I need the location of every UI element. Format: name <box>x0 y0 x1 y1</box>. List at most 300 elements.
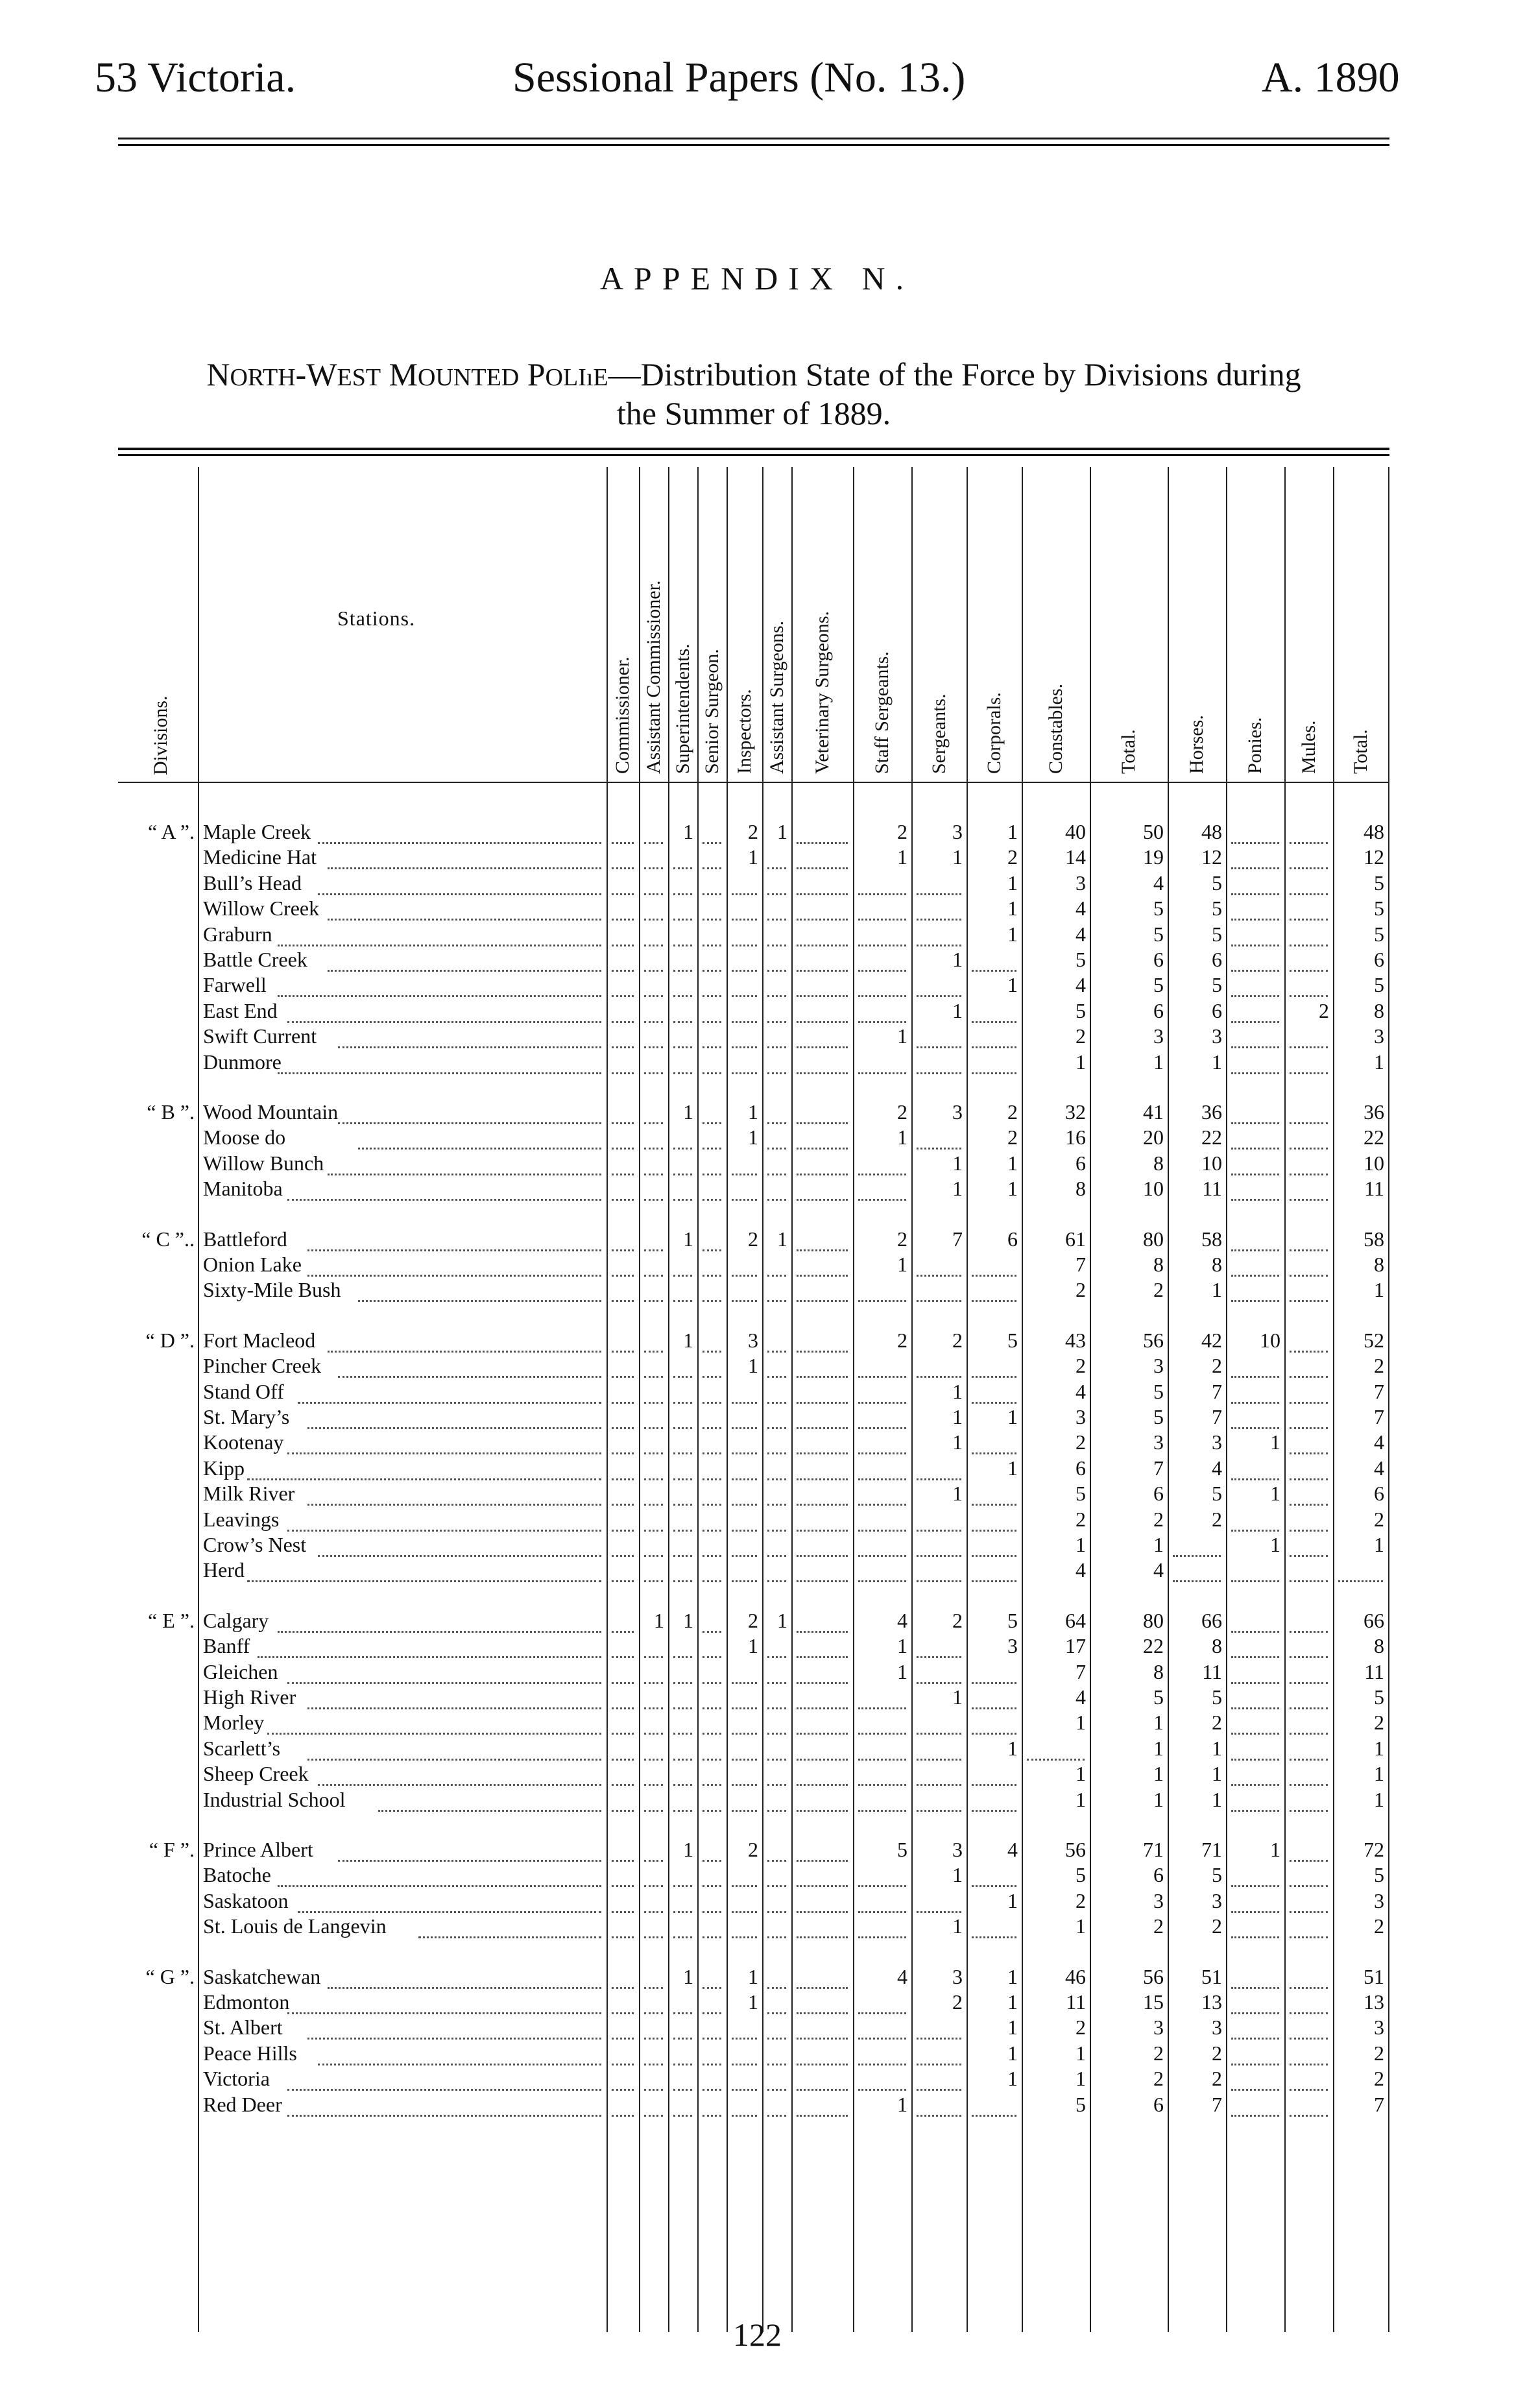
cell-empty-0 <box>612 1707 634 1709</box>
cell-empty-3 <box>703 1555 721 1557</box>
cell-empty-14 <box>1290 1174 1328 1175</box>
station-name: Willow Bunch <box>203 1151 324 1175</box>
cell-15: 5 <box>1374 871 1384 895</box>
cell-12: 5 <box>1212 1482 1222 1506</box>
cell-empty-8 <box>917 1911 961 1913</box>
cell-10: 4 <box>1075 973 1086 997</box>
cell-8: 1 <box>952 1482 963 1506</box>
cell-empty-3 <box>703 1351 721 1353</box>
cell-12: 22 <box>1201 1126 1222 1150</box>
cell-15: 5 <box>1374 922 1384 946</box>
station-name: Medicine Hat <box>203 845 317 869</box>
cell-9: 1 <box>1007 1990 1018 2014</box>
cell-empty-13 <box>1231 1784 1279 1786</box>
cell-empty-9 <box>972 1707 1016 1709</box>
cell-empty-6 <box>797 1504 848 1506</box>
cell-empty-0 <box>612 1504 634 1506</box>
cell-empty-1 <box>644 1122 663 1124</box>
cell-empty-2 <box>673 1148 692 1150</box>
cell-empty-2 <box>673 1072 692 1074</box>
cell-empty-14 <box>1290 1148 1328 1150</box>
cell-empty-3 <box>703 1199 721 1201</box>
cell-11: 6 <box>1153 1482 1164 1506</box>
station-name: Leavings <box>203 1507 280 1531</box>
cell-9: 6 <box>1007 1227 1018 1251</box>
cell-8: 1 <box>952 1685 963 1709</box>
cell-4: 1 <box>748 845 758 869</box>
cell-empty-3 <box>703 1021 721 1023</box>
cell-empty-14 <box>1290 1046 1328 1048</box>
cell-15: 1 <box>1374 1533 1384 1556</box>
cell-empty-6 <box>797 1784 848 1786</box>
column-rule <box>697 467 699 2332</box>
cell-empty-1 <box>644 1682 663 1684</box>
cell-12: 3 <box>1212 1024 1222 1048</box>
cell-empty-3 <box>703 1148 721 1150</box>
cell-empty-5 <box>767 1885 786 1887</box>
cell-12: 2 <box>1212 2067 1222 2091</box>
cell-empty-4 <box>732 1046 757 1048</box>
cell-empty-6 <box>797 1351 848 1353</box>
cell-empty-2 <box>673 1759 692 1761</box>
header-col-3-text: Senior Surgeon. <box>701 649 723 774</box>
cell-empty-14 <box>1290 919 1328 921</box>
cell-11: 1 <box>1153 1533 1164 1556</box>
cell-empty-4 <box>732 970 757 972</box>
cell-empty-0 <box>612 1759 634 1761</box>
cell-empty-6 <box>797 1810 848 1812</box>
cell-empty-5 <box>767 2089 786 2091</box>
cell-10: 4 <box>1075 922 1086 946</box>
cell-empty-6 <box>797 1555 848 1557</box>
cell-empty-1 <box>644 2089 663 2091</box>
column-rule <box>1388 467 1389 2332</box>
cell-empty-4 <box>732 2064 757 2065</box>
cell-empty-13 <box>1231 1275 1279 1277</box>
cell-empty-8 <box>917 995 961 997</box>
cell-empty-6 <box>797 995 848 997</box>
cell-10: 5 <box>1075 1482 1086 1506</box>
station-name: High River <box>203 1685 296 1709</box>
cell-empty-3 <box>703 919 721 921</box>
cell-12: 1 <box>1212 1736 1222 1760</box>
cell-13: 1 <box>1270 1838 1280 1861</box>
cell-empty-13 <box>1231 1530 1279 1532</box>
cell-15: 11 <box>1364 1659 1384 1683</box>
cell-empty-4 <box>732 1885 757 1887</box>
station-leader <box>247 1478 601 1480</box>
station-leader <box>307 1275 601 1277</box>
column-rule <box>727 467 728 2332</box>
cell-8: 2 <box>952 1328 963 1352</box>
cell-empty-7 <box>858 1199 906 1201</box>
division-label: “ D ”. <box>145 1328 195 1352</box>
cell-empty-2 <box>673 945 692 946</box>
station-leader <box>338 1046 602 1048</box>
cell-15: 22 <box>1364 1126 1384 1150</box>
cell-empty-1 <box>644 1656 663 1658</box>
cell-empty-4 <box>732 1478 757 1480</box>
cell-empty-6 <box>797 1275 848 1277</box>
header-bottom-rule <box>118 782 1389 783</box>
station-name: Banff <box>203 1634 250 1658</box>
cell-empty-9 <box>972 1300 1016 1302</box>
cell-empty-0 <box>612 1021 634 1023</box>
running-header-left: 53 Victoria. <box>95 54 296 101</box>
cell-empty-4 <box>732 1199 757 1201</box>
cell-empty-1 <box>644 1199 663 1201</box>
cell-4: 1 <box>748 1990 758 2014</box>
cell-empty-6 <box>797 1530 848 1532</box>
cell-empty-7 <box>858 2089 906 2091</box>
cell-11: 6 <box>1153 1863 1164 1887</box>
cell-10: 32 <box>1065 1100 1086 1124</box>
station-leader <box>287 1682 601 1684</box>
cell-10: 7 <box>1075 1659 1086 1683</box>
cell-10: 2 <box>1075 1507 1086 1531</box>
cell-empty-1 <box>644 2064 663 2065</box>
column-rule <box>1090 467 1091 2332</box>
cell-10: 2 <box>1075 1430 1086 1454</box>
cell-empty-13 <box>1231 1122 1279 1124</box>
cell-4: 1 <box>748 1100 758 1124</box>
cell-8: 1 <box>952 948 963 971</box>
cell-11: 80 <box>1143 1608 1164 1632</box>
cell-15: 66 <box>1364 1608 1384 1632</box>
cell-11: 5 <box>1153 922 1164 946</box>
cell-empty-14 <box>1290 1885 1328 1887</box>
cell-empty-9 <box>972 1733 1016 1735</box>
cell-empty-13 <box>1231 842 1279 844</box>
header-col-15-text: Total. <box>1349 729 1371 774</box>
cell-empty-3 <box>703 1911 721 1913</box>
cell-empty-8 <box>917 1759 961 1761</box>
header-col-14-text: Mules. <box>1297 720 1319 774</box>
division-label: “ B ”. <box>147 1100 195 1124</box>
station-leader <box>298 1911 602 1913</box>
cell-10: 1 <box>1075 1762 1086 1786</box>
cell-empty-3 <box>703 1376 721 1378</box>
cell-15: 51 <box>1364 1964 1384 1988</box>
cell-10: 8 <box>1075 1177 1086 1201</box>
cell-empty-7 <box>858 2064 906 2065</box>
cell-11: 1 <box>1153 1711 1164 1735</box>
cell-empty-4 <box>732 2089 757 2091</box>
cell-10: 61 <box>1065 1227 1086 1251</box>
cell-empty-5 <box>767 1174 786 1175</box>
cell-10: 1 <box>1075 1787 1086 1811</box>
cell-empty-14 <box>1290 893 1328 895</box>
header-col-10-text: Constables. <box>1044 683 1066 774</box>
cell-8: 1 <box>952 1430 963 1454</box>
cell-15: 2 <box>1374 1507 1384 1531</box>
cell-10: 4 <box>1075 1558 1086 1582</box>
station-name: St. Mary’s <box>203 1405 290 1428</box>
cell-empty-9 <box>972 1682 1016 1684</box>
station-leader <box>318 1555 602 1557</box>
cell-10: 43 <box>1065 1328 1086 1352</box>
cell-empty-5 <box>767 2115 786 2117</box>
cell-7: 4 <box>897 1964 907 1988</box>
cell-empty-13 <box>1231 1631 1279 1633</box>
cell-empty-8 <box>917 1376 961 1378</box>
cell-empty-14 <box>1290 1682 1328 1684</box>
cell-empty-5 <box>767 1402 786 1404</box>
cell-11: 19 <box>1143 845 1164 869</box>
cell-empty-13 <box>1231 995 1279 997</box>
header-col-8-text: Sergeants. <box>928 693 950 774</box>
cell-empty-15 <box>1338 1580 1383 1582</box>
cell-15: 7 <box>1374 1405 1384 1428</box>
cell-empty-10 <box>1027 1759 1085 1761</box>
cell-11: 6 <box>1153 2092 1164 2116</box>
cell-12: 3 <box>1212 1888 1222 1912</box>
cell-empty-14 <box>1290 995 1328 997</box>
cell-empty-2 <box>673 1682 692 1684</box>
cell-empty-1 <box>644 1351 663 1353</box>
station-leader <box>328 919 601 921</box>
cell-empty-3 <box>703 1504 721 1506</box>
cell-empty-2 <box>673 1936 692 1938</box>
station-leader <box>378 1810 602 1812</box>
cell-empty-0 <box>612 2089 634 2091</box>
cell-empty-6 <box>797 1046 848 1048</box>
cell-empty-3 <box>703 1631 721 1633</box>
cell-empty-3 <box>703 1759 721 1761</box>
cell-empty-12 <box>1173 1580 1221 1582</box>
cell-empty-4 <box>732 1021 757 1023</box>
cell-12: 6 <box>1212 948 1222 971</box>
cell-11: 4 <box>1153 871 1164 895</box>
station-leader <box>298 1402 602 1404</box>
station-name: Swift Current <box>203 1024 317 1048</box>
cell-15: 5 <box>1374 1685 1384 1709</box>
cell-empty-1 <box>644 867 663 869</box>
cell-empty-4 <box>732 1682 757 1684</box>
cell-empty-4 <box>732 1174 757 1175</box>
cell-empty-7 <box>858 1504 906 1506</box>
station-leader <box>328 970 601 972</box>
cell-empty-0 <box>612 1402 634 1404</box>
cell-12: 13 <box>1201 1990 1222 2014</box>
cell-10: 1 <box>1075 1711 1086 1735</box>
cell-11: 6 <box>1153 998 1164 1022</box>
cell-empty-6 <box>797 1656 848 1658</box>
cell-empty-5 <box>767 1275 786 1277</box>
cell-empty-0 <box>612 919 634 921</box>
cell-8: 3 <box>952 1964 963 1988</box>
cell-11: 1 <box>1153 1762 1164 1786</box>
cell-12: 48 <box>1201 820 1222 843</box>
cell-empty-7 <box>858 970 906 972</box>
cell-empty-2 <box>673 1402 692 1404</box>
cell-9: 1 <box>1007 1151 1018 1175</box>
cell-15: 2 <box>1374 1914 1384 1938</box>
cell-empty-9 <box>972 1530 1016 1532</box>
cell-15: 2 <box>1374 2067 1384 2091</box>
cell-empty-2 <box>673 1707 692 1709</box>
cell-empty-0 <box>612 1555 634 1557</box>
cell-empty-2 <box>673 2115 692 2117</box>
division-label: “ E ”. <box>148 1608 195 1632</box>
cell-empty-5 <box>767 1427 786 1429</box>
header-col-5-text: Assistant Surgeons. <box>765 620 787 774</box>
cell-empty-14 <box>1290 945 1328 946</box>
cell-empty-0 <box>612 1810 634 1812</box>
cell-empty-6 <box>797 1300 848 1302</box>
station-name: Gleichen <box>203 1659 278 1683</box>
cell-empty-6 <box>797 1580 848 1582</box>
cell-10: 4 <box>1075 897 1086 921</box>
station-name: Kipp <box>203 1456 245 1480</box>
cell-empty-4 <box>732 1402 757 1404</box>
cell-empty-4 <box>732 1911 757 1913</box>
cell-4: 1 <box>748 1354 758 1378</box>
cell-12: 2 <box>1212 1914 1222 1938</box>
cell-empty-1 <box>644 1376 663 1378</box>
cell-11: 2 <box>1153 1914 1164 1938</box>
cell-empty-2 <box>673 1555 692 1557</box>
cell-4: 2 <box>748 1838 758 1861</box>
cell-empty-1 <box>644 1580 663 1582</box>
cell-9: 1 <box>1007 1456 1018 1480</box>
cell-empty-5 <box>767 1936 786 1938</box>
cell-empty-9 <box>972 1021 1016 1023</box>
appendix-title: APPENDIX N. <box>599 260 915 296</box>
cell-empty-2 <box>673 2064 692 2065</box>
cell-12: 5 <box>1212 871 1222 895</box>
cell-empty-6 <box>797 1199 848 1201</box>
cell-empty-13 <box>1231 1987 1279 1989</box>
cell-11: 22 <box>1143 1634 1164 1658</box>
station-leader <box>287 1021 601 1023</box>
cell-empty-3 <box>703 995 721 997</box>
header-col-9-text: Corporals. <box>983 692 1005 774</box>
station-leader <box>307 1427 601 1429</box>
cell-empty-9 <box>972 1072 1016 1074</box>
station-name: Victoria <box>203 2067 270 2091</box>
cell-empty-6 <box>797 1427 848 1429</box>
cell-12: 5 <box>1212 1863 1222 1887</box>
cell-empty-2 <box>673 2089 692 2091</box>
cell-7: 1 <box>897 2092 907 2116</box>
cell-empty-6 <box>797 1021 848 1023</box>
station-leader <box>328 867 601 869</box>
cell-empty-13 <box>1231 1300 1279 1302</box>
cell-empty-13 <box>1231 867 1279 869</box>
cell-15: 3 <box>1374 1024 1384 1048</box>
cell-12: 11 <box>1202 1659 1222 1683</box>
header-col-12-text: Horses. <box>1186 715 1207 774</box>
station-name: Fort Macleod <box>203 1328 316 1352</box>
station-name: Herd <box>203 1558 245 1582</box>
cell-empty-6 <box>797 2115 848 2117</box>
station-name: Industrial School <box>203 1787 346 1811</box>
station-leader <box>307 1504 601 1506</box>
cell-empty-2 <box>673 1733 692 1735</box>
cell-empty-14 <box>1290 1300 1328 1302</box>
cell-empty-1 <box>644 1987 663 1989</box>
cell-empty-14 <box>1290 1351 1328 1353</box>
column-rule <box>791 467 793 2332</box>
cell-empty-6 <box>797 1148 848 1150</box>
station-name: Pincher Creek <box>203 1354 322 1378</box>
cell-empty-7 <box>858 1478 906 1480</box>
cell-empty-1 <box>644 1810 663 1812</box>
cell-4: 1 <box>748 1634 758 1658</box>
cell-empty-6 <box>797 2089 848 2091</box>
cell-empty-14 <box>1290 1580 1328 1582</box>
cell-13: 1 <box>1270 1533 1280 1556</box>
cell-11: 3 <box>1153 1430 1164 1454</box>
cell-15: 8 <box>1374 1253 1384 1276</box>
cell-empty-7 <box>858 1580 906 1582</box>
cell-empty-0 <box>612 995 634 997</box>
cell-empty-5 <box>767 1530 786 1532</box>
cell-empty-4 <box>732 2115 757 2117</box>
cell-empty-1 <box>644 1478 663 1480</box>
cell-empty-5 <box>767 1478 786 1480</box>
cell-empty-3 <box>703 1046 721 1048</box>
cell-empty-7 <box>858 945 906 946</box>
cell-12: 5 <box>1212 973 1222 997</box>
cell-empty-6 <box>797 1631 848 1633</box>
station-leader <box>278 1885 602 1887</box>
cell-empty-1 <box>644 1452 663 1454</box>
cell-empty-8 <box>917 1733 961 1735</box>
cell-5: 1 <box>777 1227 787 1251</box>
cell-15: 13 <box>1364 1990 1384 2014</box>
cell-12: 1 <box>1212 1278 1222 1302</box>
cell-empty-6 <box>797 1122 848 1124</box>
header-divisions-text: Divisions. <box>150 695 171 775</box>
cell-empty-5 <box>767 1707 786 1709</box>
cell-empty-0 <box>612 1987 634 1989</box>
cell-empty-3 <box>703 1072 721 1074</box>
cell-empty-5 <box>767 1148 786 1150</box>
cell-2: 1 <box>683 1227 693 1251</box>
cell-empty-13 <box>1231 1249 1279 1251</box>
cell-empty-7 <box>858 1072 906 1074</box>
cell-empty-0 <box>612 1885 634 1887</box>
cell-empty-2 <box>673 1656 692 1658</box>
cell-empty-5 <box>767 1122 786 1124</box>
cell-15: 1 <box>1374 1787 1384 1811</box>
cell-empty-5 <box>767 1452 786 1454</box>
cell-empty-14 <box>1290 1199 1328 1201</box>
cell-8: 1 <box>952 1863 963 1887</box>
column-rule <box>1168 467 1169 2332</box>
cell-empty-1 <box>644 1530 663 1532</box>
cell-empty-8 <box>917 1810 961 1812</box>
cell-empty-5 <box>767 1072 786 1074</box>
cell-7: 5 <box>897 1838 907 1861</box>
cell-12: 10 <box>1201 1151 1222 1175</box>
cell-empty-9 <box>972 1885 1016 1887</box>
cell-empty-14 <box>1290 1530 1328 1532</box>
cell-empty-6 <box>797 893 848 895</box>
station-name: Red Deer <box>203 2092 282 2116</box>
cell-empty-3 <box>703 1530 721 1532</box>
cell-empty-8 <box>917 2115 961 2117</box>
cell-empty-7 <box>858 1530 906 1532</box>
cell-empty-4 <box>732 1530 757 1532</box>
cell-empty-2 <box>673 1810 692 1812</box>
cell-empty-1 <box>644 1911 663 1913</box>
cell-empty-13 <box>1231 1072 1279 1074</box>
cell-7: 1 <box>897 1126 907 1150</box>
cell-empty-6 <box>797 919 848 921</box>
